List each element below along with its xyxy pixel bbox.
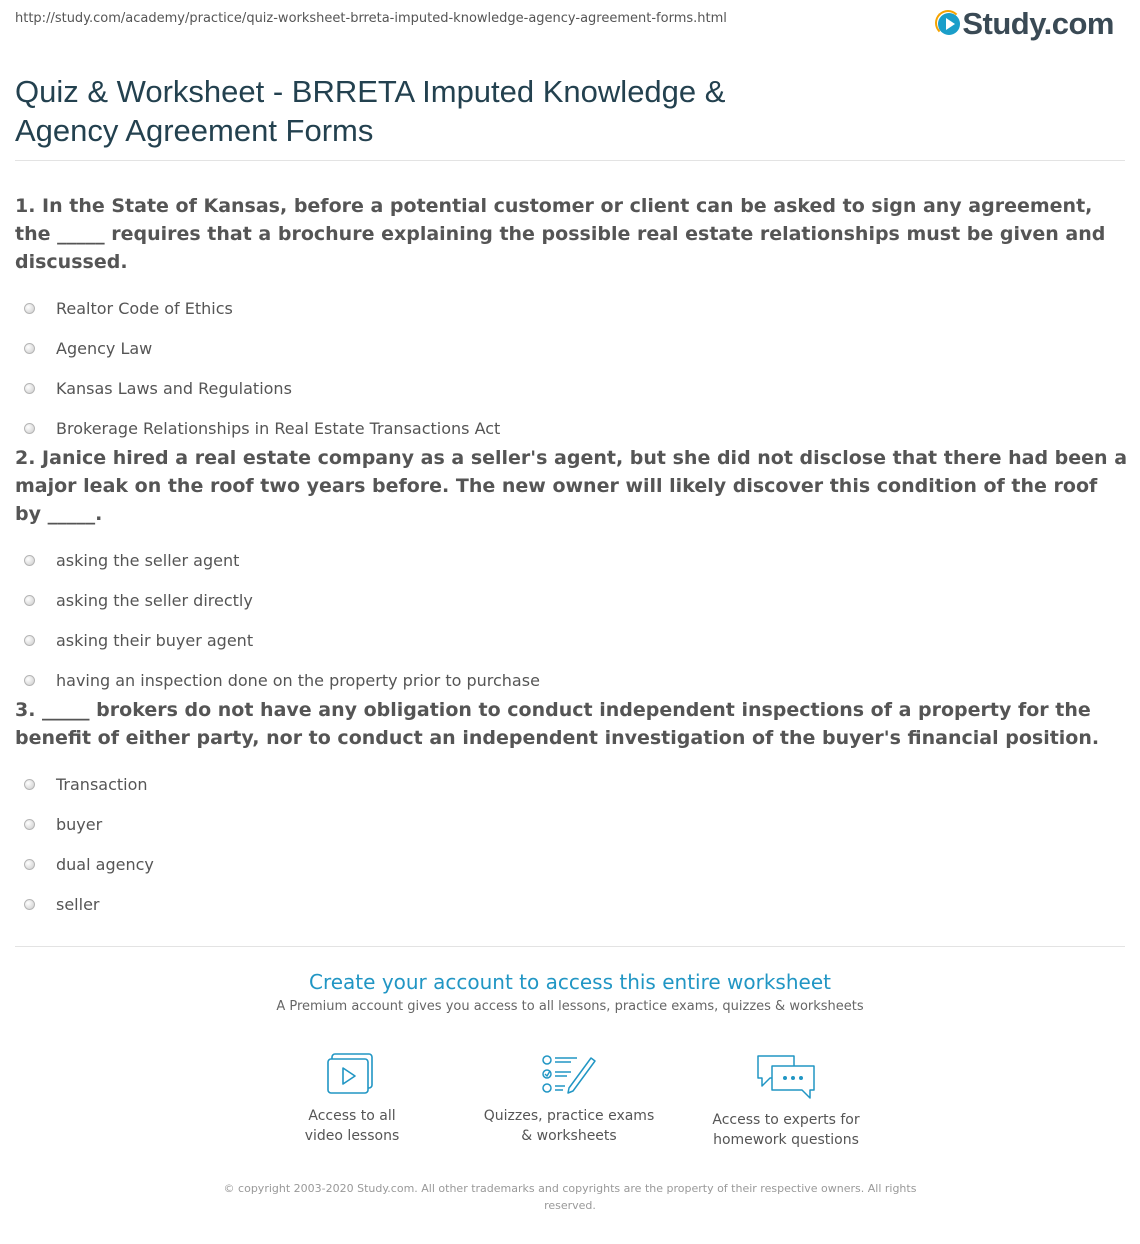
radio-button-icon[interactable] (24, 899, 35, 910)
divider (15, 160, 1125, 161)
copyright-notice: © copyright 2003-2020 Study.com. All other trademarks and copyrights are the property of their respective owners. All rights reserved. (223, 1182, 917, 1212)
play-logo-icon (938, 13, 960, 35)
question-text: 2. Janice hired a real estate company as a seller's agent, but she did not disclose that there had been a major leak on the roof two years before. The new owner will likely discover this condition of the roof by _____. (15, 447, 1128, 525)
answer-option[interactable] (15, 804, 1127, 844)
radio-button-icon[interactable] (24, 779, 35, 790)
signup-cta (0, 968, 1140, 1014)
answer-option[interactable] (15, 540, 1127, 580)
video-lessons-icon (326, 1052, 378, 1096)
cta-title-link[interactable]: Create your account to access this entire worksheet (309, 970, 831, 994)
answer-label: buyer (56, 814, 103, 834)
page-title: Quiz & Worksheet - BRRETA Imputed Knowledge & Agency Agreement Forms (15, 74, 726, 148)
chat-bubbles-icon (754, 1052, 818, 1100)
answer-option[interactable] (15, 580, 1127, 620)
answer-label: Agency Law (56, 338, 153, 358)
radio-button-icon[interactable] (24, 303, 35, 314)
answer-label: asking their buyer agent (56, 630, 254, 650)
question-text: 3. _____ brokers do not have any obligation to conduct independent inspections of a property for the benefit of either party, nor to conduct an independent investigation of the buyer's financial position. (15, 699, 1100, 749)
page-url: http://study.com/academy/practice/quiz-worksheet-brreta-imputed-knowledge-agency-agreement-forms.html (15, 11, 727, 26)
radio-button-icon[interactable] (24, 555, 35, 566)
answer-list (15, 764, 1127, 924)
question-text: 1. In the State of Kansas, before a potential customer or client can be asked to sign any agreement, the _____ requires that a brochure explaining the possible real estate relationships must be given and discussed. (15, 195, 1106, 273)
answer-option[interactable] (15, 408, 1127, 448)
radio-button-icon[interactable] (24, 383, 35, 394)
feature-label: Quizzes, practice exams & worksheets (483, 1108, 655, 1144)
answer-option[interactable] (15, 288, 1127, 328)
answer-option[interactable] (15, 884, 1127, 924)
study-logo[interactable] (938, 6, 1114, 42)
feature-video-lessons (252, 1052, 452, 1146)
question-2 (15, 444, 1127, 700)
answer-label: Realtor Code of Ethics (56, 298, 233, 318)
feature-experts (686, 1052, 886, 1150)
answer-option[interactable] (15, 844, 1127, 884)
answer-list (15, 288, 1127, 448)
answer-label: Kansas Laws and Regulations (56, 378, 292, 398)
answer-label: Brokerage Relationships in Real Estate Transactions Act (56, 418, 501, 438)
cta-subtitle: A Premium account gives you access to all lessons, practice exams, quizzes & worksheets (276, 999, 864, 1014)
question-1 (15, 192, 1127, 448)
quiz-checklist-icon (541, 1052, 597, 1096)
answer-option[interactable] (15, 328, 1127, 368)
answer-option[interactable] (15, 660, 1127, 700)
answer-option[interactable] (15, 620, 1127, 660)
answer-label: asking the seller agent (56, 550, 240, 570)
radio-button-icon[interactable] (24, 343, 35, 354)
answer-label: Transaction (56, 774, 148, 794)
answer-label: seller (56, 894, 100, 914)
radio-button-icon[interactable] (24, 595, 35, 606)
answer-label: dual agency (56, 854, 154, 874)
answer-list (15, 540, 1127, 700)
feature-label: Access to experts for homework questions (712, 1112, 860, 1148)
radio-button-icon[interactable] (24, 635, 35, 646)
radio-button-icon[interactable] (24, 819, 35, 830)
question-3 (15, 696, 1127, 924)
answer-label: having an inspection done on the property prior to purchase (56, 670, 540, 690)
answer-option[interactable] (15, 764, 1127, 804)
radio-button-icon[interactable] (24, 675, 35, 686)
answer-option[interactable] (15, 368, 1127, 408)
feature-quizzes (469, 1052, 669, 1146)
radio-button-icon[interactable] (24, 859, 35, 870)
logo-text: Study.com (962, 6, 1114, 41)
feature-label: Access to all video lessons (304, 1108, 400, 1144)
radio-button-icon[interactable] (24, 423, 35, 434)
answer-label: asking the seller directly (56, 590, 253, 610)
divider (15, 946, 1125, 947)
